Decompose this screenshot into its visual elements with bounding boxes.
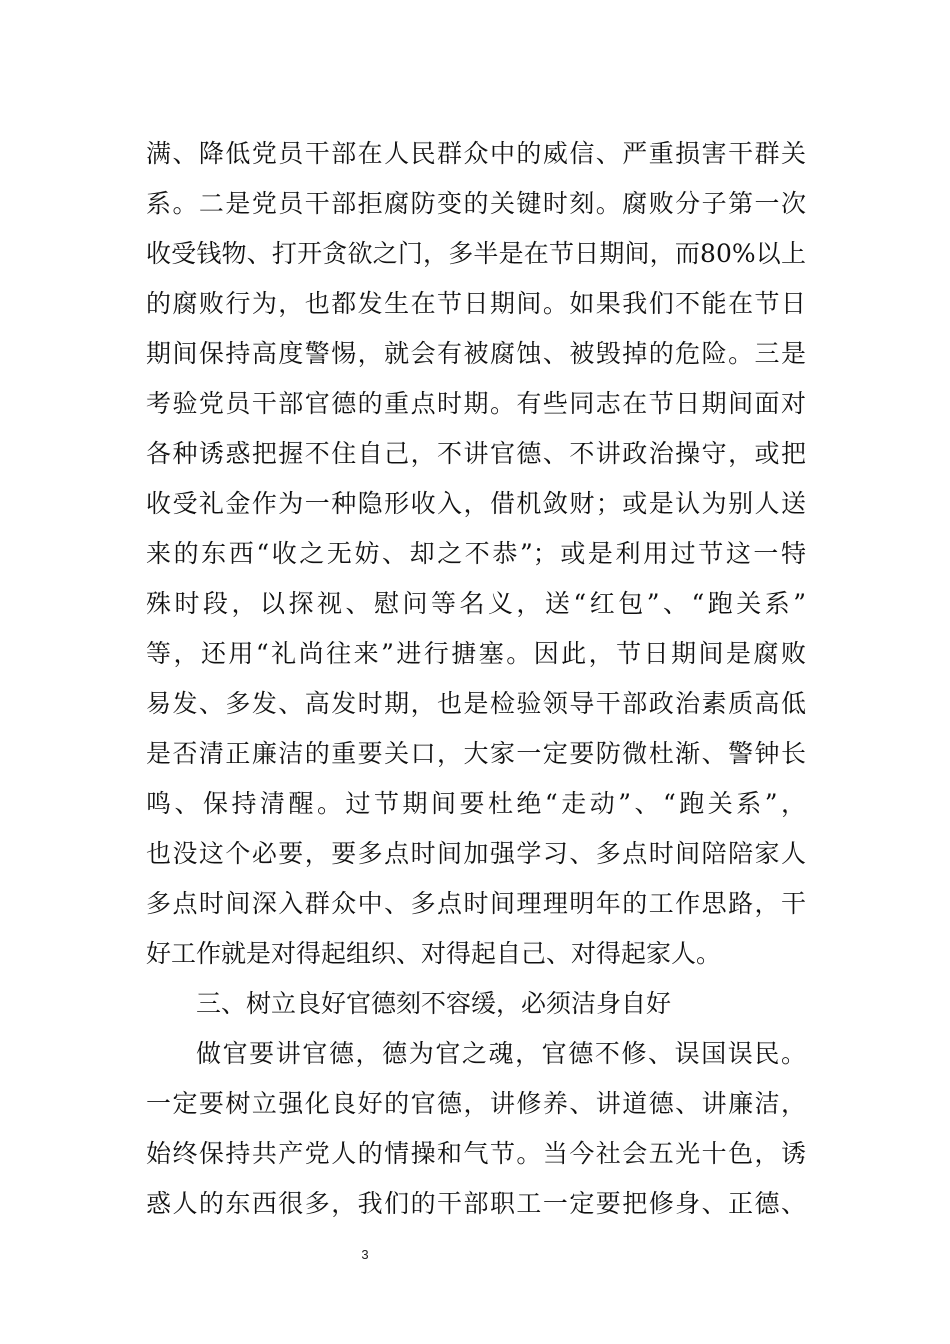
body-line: 惑人的东西很多，我们的干部职工一定要把修身、正德、 [146, 1189, 806, 1218]
body-line: 收受钱物、打开贪欲之门，多半是在节日期间，而80%以上 [146, 239, 806, 268]
body-line: 是否清正廉洁的重要关口，大家一定要防微杜渐、警钟长 [146, 739, 806, 768]
body-line: 期间保持高度警惕，就会有被腐蚀、被毁掉的危险。三是 [146, 339, 806, 368]
body-line: 满、降低党员干部在人民群众中的威信、严重损害干群关 [146, 139, 806, 168]
body-line: 也没这个必要，要多点时间加强学习、多点时间陪陪家人 [146, 839, 806, 868]
body-line: 殊时段，以探视、慰问等名义，送“红包”、“跑关系” [146, 589, 806, 618]
body-line: 多点时间深入群众中、多点时间理理明年的工作思路，干 [146, 889, 806, 918]
body-line: 等，还用“礼尚往来”进行搪塞。因此，节日期间是腐败 [146, 639, 806, 668]
page-number: 3 [361, 1247, 369, 1262]
body-line: 考验党员干部官德的重点时期。有些同志在节日期间面对 [146, 389, 806, 418]
body-line: 始终保持共产党人的情操和气节。当今社会五光十色，诱 [146, 1139, 806, 1168]
section-heading: 三、树立良好官德刻不容缓，必须洁身自好 [196, 989, 672, 1018]
body-line: 一定要树立强化良好的官德，讲修养、讲道德、讲廉洁， [146, 1089, 806, 1118]
body-line: 鸣、保持清醒。过节期间要杜绝“走动”、“跑关系”， [146, 789, 806, 818]
body-line: 的腐败行为，也都发生在节日期间。如果我们不能在节日 [146, 289, 806, 318]
body-line: 易发、多发、高发时期，也是检验领导干部政治素质高低 [146, 689, 806, 718]
body-line: 系。二是党员干部拒腐防变的关键时刻。腐败分子第一次 [146, 189, 806, 218]
body-line: 来的东西“收之无妨、却之不恭”；或是利用过节这一特 [146, 539, 806, 568]
body-line: 做官要讲官德，德为官之魂，官德不修、误国误民。 [196, 1039, 806, 1068]
body-line: 收受礼金作为一种隐形收入，借机敛财；或是认为别人送 [146, 489, 806, 518]
body-line: 各种诱惑把握不住自己，不讲官德、不讲政治操守，或把 [146, 439, 806, 468]
body-line: 好工作就是对得起组织、对得起自己、对得起家人。 [146, 939, 722, 968]
